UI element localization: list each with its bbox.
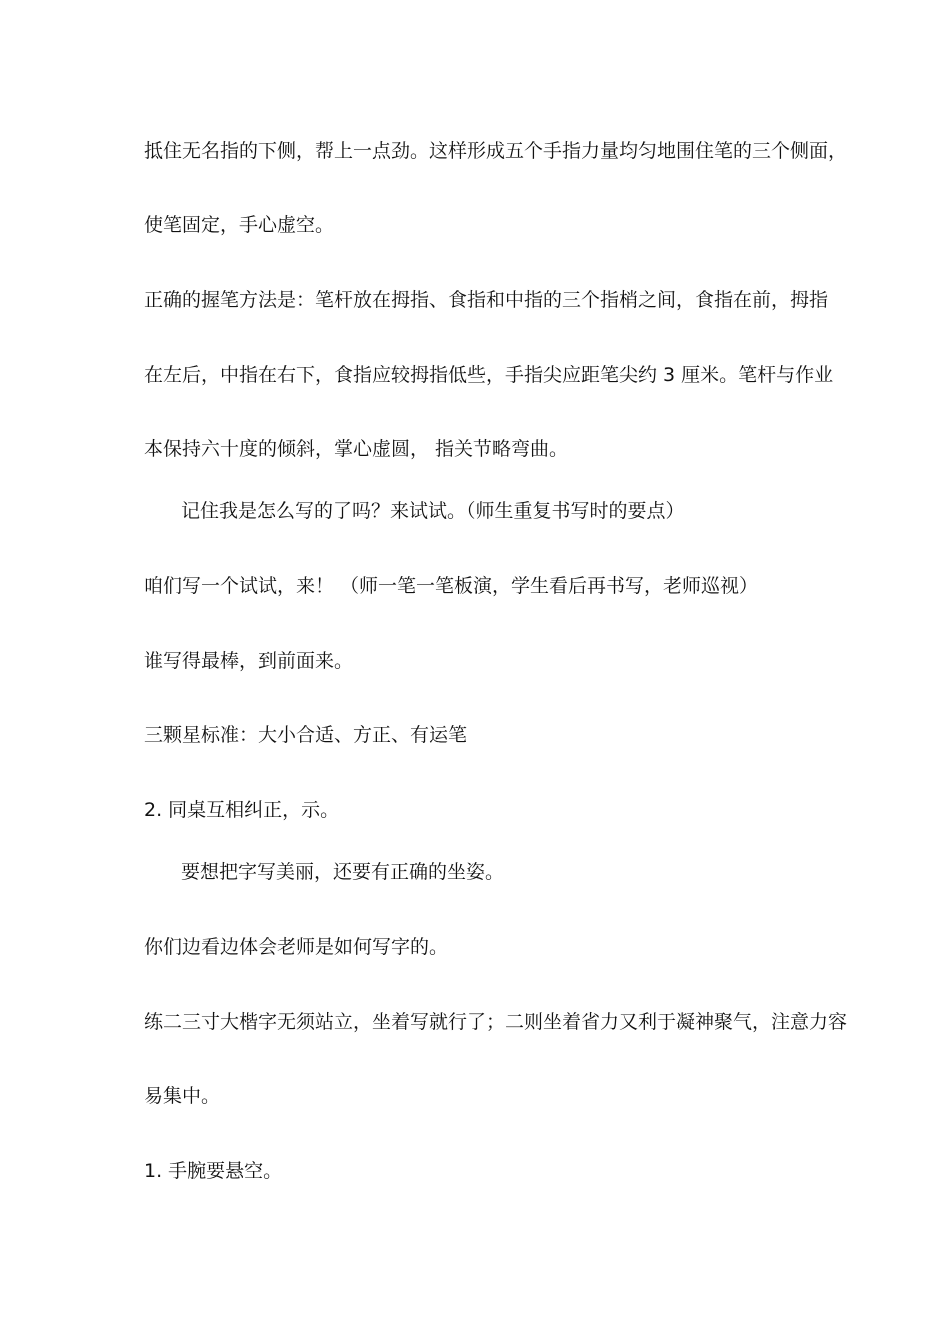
paragraph-line: 你们边看边体会老师是如何写字的。 [144, 936, 449, 958]
paragraph-line: 三颗星标准：大小合适、方正、有运笔 [144, 724, 468, 746]
paragraph-line: 咱们写一个试试，来！ （师一笔一笔板演，学生看后再书写，老师巡视） [144, 575, 759, 597]
paragraph-line: 抵住无名指的下侧，帮上一点劲。这样形成五个手指力量均匀地围住笔的三个侧面， [144, 140, 848, 162]
paragraph-line: 易集中。 [144, 1085, 221, 1107]
paragraph-line: 要想把字写美丽，还要有正确的坐姿。 [181, 861, 505, 883]
paragraph-line: 谁写得最棒，到前面来。 [144, 650, 354, 672]
paragraph-line: 练二三寸大楷字无须站立，坐着写就行了；二则坐着省力又利于凝神聚气，注意力容 [144, 1011, 848, 1033]
paragraph-line: 1. 手腕要悬空。 [144, 1160, 283, 1182]
paragraph-line: 正确的握笔方法是：笔杆放在拇指、食指和中指的三个指梢之间，食指在前，拇指 [144, 289, 829, 311]
paragraph-line: 在左后，中指在右下，食指应较拇指低些，手指尖应距笔尖约 3 厘米。笔杆与作业 [144, 364, 834, 386]
paragraph-line: 本保持六十度的倾斜，掌心虚圆， 指关节略弯曲。 [144, 438, 569, 460]
paragraph-line: 记住我是怎么写的了吗？来试试。（师生重复书写时的要点） [181, 500, 685, 522]
paragraph-line: 2. 同桌互相纠正，示。 [144, 799, 340, 821]
paragraph-line: 使笔固定，手心虚空。 [144, 214, 335, 236]
